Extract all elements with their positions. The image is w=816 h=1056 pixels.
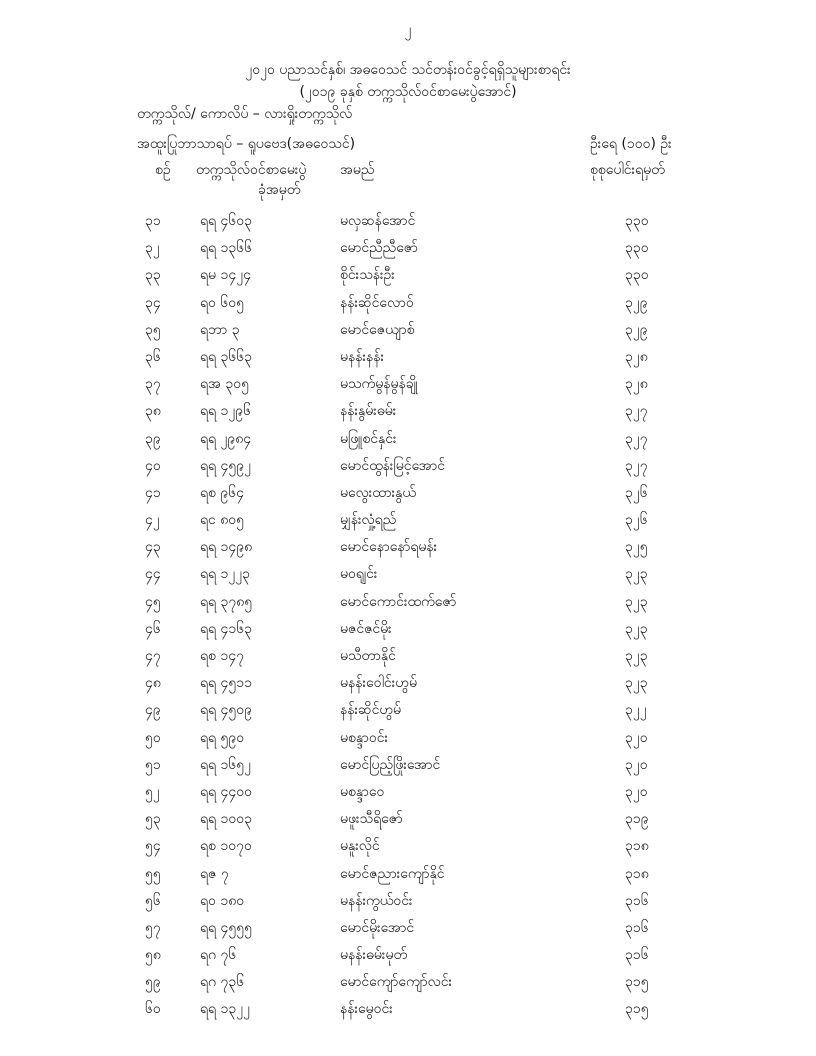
table-row — [0, 646, 816, 673]
student-count: ဦးရေ (၁၀၀) ဦး — [590, 136, 672, 152]
results-list — [0, 211, 816, 1027]
row-name: မဖြူစင်နှင်း — [340, 430, 397, 447]
table-row — [0, 918, 816, 945]
table-row — [0, 374, 816, 401]
row-name: မလှဆန်အောင် — [340, 213, 416, 229]
row-name: မနူးလိုင် — [340, 838, 380, 855]
table-row — [0, 999, 816, 1026]
row-total-marks: ၃၂၇ — [625, 403, 648, 420]
table-row — [0, 510, 816, 537]
row-serial-no: ၃၄ — [145, 294, 161, 311]
table-row — [0, 619, 816, 646]
row-total-marks: ၃၂၃ — [625, 620, 648, 637]
header-roll-number: တက္ကသိုလ်ဝင်စာမေးပွဲ — [196, 162, 307, 178]
row-serial-no: ၄၄ — [145, 566, 161, 583]
row-name: နန်းနွမ်းဓမ်း — [340, 403, 397, 420]
table-row — [0, 755, 816, 782]
table-row — [0, 945, 816, 972]
row-total-marks: ၃၂၆ — [625, 484, 648, 501]
row-total-marks: ၃၁၆ — [625, 947, 649, 964]
row-total-marks: ၃၃၀ — [625, 213, 649, 229]
row-serial-no: ၃၉ — [145, 430, 161, 447]
table-row — [0, 238, 816, 265]
row-roll-number: ရဂ ၇၃၆ — [200, 974, 245, 991]
row-roll-number: ရစ ၉၆၄ — [200, 484, 244, 501]
row-serial-no: ၅၇ — [145, 919, 161, 936]
row-serial-no: ၅၃ — [145, 811, 161, 828]
row-roll-number: ရဂ ၇၆ — [200, 947, 237, 964]
row-roll-number: ရရ ၄၄၀၀ — [200, 783, 253, 800]
row-name: မစန္ဒာဝင်း — [340, 729, 389, 746]
row-total-marks: ၃၂၇ — [625, 430, 648, 447]
row-total-marks: ၃၁၆ — [625, 919, 649, 936]
row-name: နန်းမွေဝင်း — [340, 1001, 393, 1018]
row-total-marks: ၃၁၈ — [625, 838, 649, 855]
row-name: မစန္ဒာဝေ — [340, 783, 385, 800]
row-name: မောင်ညီညီဇော် — [340, 240, 418, 257]
table-row — [0, 429, 816, 456]
row-name: မနန်းဝေါင်းဟွမ် — [340, 675, 417, 692]
row-roll-number: ရရ ၁၂၉၆ — [200, 403, 252, 420]
row-roll-number: ရရ ၃၆၆၃ — [200, 348, 253, 365]
row-name: စိုင်းသန်းဦး — [340, 267, 395, 284]
row-total-marks: ၃၂၀ — [625, 756, 648, 773]
row-name: မျှန်းလှုံ့ရည် — [340, 512, 397, 529]
row-name: မသက်မွန်မွန်ချို — [340, 376, 418, 393]
row-total-marks: ၃၁၉ — [625, 811, 649, 828]
row-serial-no: ၄၃ — [145, 539, 161, 556]
row-total-marks: ၃၂၈ — [625, 376, 648, 393]
row-serial-no: ၅၁ — [145, 756, 161, 773]
row-total-marks: ၃၁၅ — [625, 974, 649, 991]
table-row — [0, 347, 816, 374]
row-name: မလွေးထားနွယ် — [340, 484, 416, 501]
row-total-marks: ၃၂၇ — [625, 457, 648, 474]
row-serial-no: ၃၆ — [145, 348, 161, 365]
row-roll-number: ရရ ၃၇၈၅ — [200, 593, 253, 610]
row-total-marks: ၃၂၀ — [625, 783, 648, 800]
row-name: မောင်ဇေယျာစ် — [340, 321, 415, 338]
row-total-marks: ၃၂၅ — [625, 539, 648, 556]
table-row — [0, 265, 816, 292]
header-serial-no: စဉ် — [155, 162, 171, 178]
table-row — [0, 782, 816, 809]
row-serial-no: ၅၈ — [145, 947, 161, 964]
row-roll-number: ရရ ၄၆၀၃ — [200, 213, 253, 229]
row-serial-no: ၃၁ — [145, 213, 161, 229]
row-roll-number: ရရ ၁၃၆၆ — [200, 240, 253, 257]
row-serial-no: ၅၆ — [145, 892, 161, 909]
page-number: ၂ — [404, 22, 412, 38]
row-serial-no: ၄၅ — [145, 593, 161, 610]
row-serial-no: ၃၅ — [145, 321, 161, 338]
table-row — [0, 320, 816, 347]
table-row — [0, 293, 816, 320]
row-serial-no: ၅၀ — [145, 729, 161, 746]
row-total-marks: ၃၂၀ — [625, 729, 648, 746]
row-serial-no: ၅၄ — [145, 838, 161, 855]
row-roll-number: ရရ ၄၁၆၃ — [200, 620, 253, 637]
row-name: မောင်ပြည့်ဖြိုးအောင် — [340, 756, 441, 773]
row-name: မဇင်ဇင်မိုး — [340, 620, 392, 637]
row-name: နန်းဆိုင်ဟွမ် — [340, 702, 402, 719]
table-row — [0, 456, 816, 483]
row-total-marks: ၃၂၆ — [625, 512, 648, 529]
row-total-marks: ၃၁၆ — [625, 892, 649, 909]
table-row — [0, 891, 816, 918]
university-label: တက္ကသိုလ်/ ကောလိပ် – လားရှိုးတက္ကသိုလ် — [137, 106, 353, 122]
row-name: မောင်နောနော်ရမန်း — [340, 539, 438, 556]
row-roll-number: ရရ ၁၂၂၃ — [200, 566, 251, 583]
row-total-marks: ၃၂၂ — [625, 702, 647, 719]
row-roll-number: ရရ ၅၉၀ — [200, 729, 245, 746]
row-name: မနန်းနန်း — [340, 348, 385, 365]
row-roll-number: ရရ ၄၅၅၅ — [200, 919, 253, 936]
row-serial-no: ၃၈ — [145, 403, 161, 420]
document-title: ၂၀၂၀ ပညာသင်နှစ်၊ အဓဝေသင် သင်တန်းဝင်ခွင့်ရရှိသူများစာရင်း — [245, 62, 571, 78]
table-row — [0, 700, 816, 727]
row-name: မနန်းဓမ်းမုတ် — [340, 947, 408, 964]
table-row — [0, 728, 816, 755]
row-serial-no: ၄၉ — [145, 702, 161, 719]
row-roll-number: ရစ ၁၀၇၀ — [200, 838, 252, 855]
table-row — [0, 564, 816, 591]
row-roll-number: ရအ ၃၀၅ — [200, 376, 249, 393]
row-serial-no: ၄၆ — [145, 620, 161, 637]
row-name: မောင်ကောင်းထက်ဇော် — [340, 593, 457, 610]
row-name: နန်းဆိုင်လောဝ် — [340, 294, 414, 311]
row-name: မောင်ထွန်းမြင့်အောင် — [340, 457, 445, 474]
row-total-marks: ၃၁၈ — [625, 865, 649, 882]
document-subtitle: (၂၀၁၉ ခုနှစ် တက္ကသိုလ်ဝင်စာမေးပွဲအောင်) — [299, 84, 517, 100]
row-total-marks: ၃၂၉ — [625, 294, 648, 311]
row-roll-number: ရရ ၁၀၀၃ — [200, 811, 253, 828]
row-total-marks: ၃၂၉ — [625, 321, 648, 338]
row-roll-number: ရရ ၂၉၈၄ — [200, 430, 252, 447]
row-roll-number: ရရ ၄၅၀၉ — [200, 702, 253, 719]
table-row — [0, 809, 816, 836]
table-row — [0, 592, 816, 619]
subject-label: အထူးပြုဘာသာရပ် – ရူပဗေဒ(အဓဝေသင်) — [137, 136, 356, 152]
table-row — [0, 836, 816, 863]
row-serial-no: ၄၈ — [145, 675, 161, 692]
row-name: မနန်းကွယ်ဝင်း — [340, 892, 413, 909]
row-serial-no: ၃၃ — [145, 267, 161, 284]
row-total-marks: ၃၃၀ — [625, 240, 649, 257]
row-serial-no: ၃၂ — [145, 240, 160, 257]
row-roll-number: ရရ ၁၄၉၈ — [200, 539, 253, 556]
row-roll-number: ရဘာ ၃ — [200, 321, 240, 338]
row-total-marks: ၃၂၃ — [625, 566, 648, 583]
row-roll-number: ရရ ၄၅၁၁ — [200, 675, 253, 692]
row-name: မဝရျင်း — [340, 566, 378, 583]
table-row — [0, 483, 816, 510]
row-roll-number: ရမ ၁၄၂၄ — [200, 267, 251, 284]
row-roll-number: ရရ ၄၅၉၂ — [200, 457, 252, 474]
row-total-marks: ၃၁၅ — [625, 1001, 649, 1018]
header-total-marks: စုစုပေါင်းရမှတ် — [590, 162, 665, 178]
table-row — [0, 972, 816, 999]
row-serial-no: ၆၀ — [145, 1001, 161, 1018]
table-row — [0, 211, 816, 238]
row-serial-no: ၅၉ — [145, 974, 161, 991]
row-name: မဖူးသီရိဇော် — [340, 811, 403, 828]
row-roll-number: ရဝ ၆၀၅ — [200, 294, 244, 311]
row-serial-no: ၄၁ — [145, 484, 161, 501]
row-roll-number: ရရ ၁၆၅၂ — [200, 756, 252, 773]
row-serial-no: ၅၂ — [145, 783, 160, 800]
row-serial-no: ၃၇ — [145, 376, 161, 393]
row-roll-number: ရရ ၁၃၂၂ — [200, 1001, 251, 1018]
row-name: မသီတာနိုင် — [340, 648, 396, 664]
row-roll-number: ရဝ ၁၈၀ — [200, 892, 245, 909]
row-serial-no: ၄၇ — [145, 648, 161, 664]
row-serial-no: ၄၂ — [145, 512, 160, 529]
row-total-marks: ၃၂၈ — [625, 348, 648, 365]
row-total-marks: ၃၃၀ — [625, 267, 649, 284]
row-roll-number: ရဇ ၇ — [200, 865, 229, 882]
table-row — [0, 401, 816, 428]
row-roll-number: ရစ ၁၄၇ — [200, 648, 244, 664]
row-name: မောင်မိုးအောင် — [340, 919, 415, 936]
row-name: မောင်ဇညားကျော်နိုင် — [340, 865, 445, 882]
header-name: အမည် — [340, 162, 375, 178]
table-row — [0, 673, 816, 700]
header-roll-number-line2: ခုံအမှတ် — [258, 182, 301, 198]
row-total-marks: ၃၂၃ — [625, 675, 648, 692]
row-total-marks: ၃၂၃ — [625, 593, 648, 610]
row-serial-no: ၄၀ — [145, 457, 161, 474]
table-row — [0, 864, 816, 891]
row-name: မောင်ကျော်ကျော်လင်း — [340, 974, 453, 991]
row-total-marks: ၃၂၃ — [625, 648, 648, 664]
row-serial-no: ၅၅ — [145, 865, 161, 882]
table-row — [0, 537, 816, 564]
row-roll-number: ရင ၈၀၅ — [200, 512, 245, 529]
